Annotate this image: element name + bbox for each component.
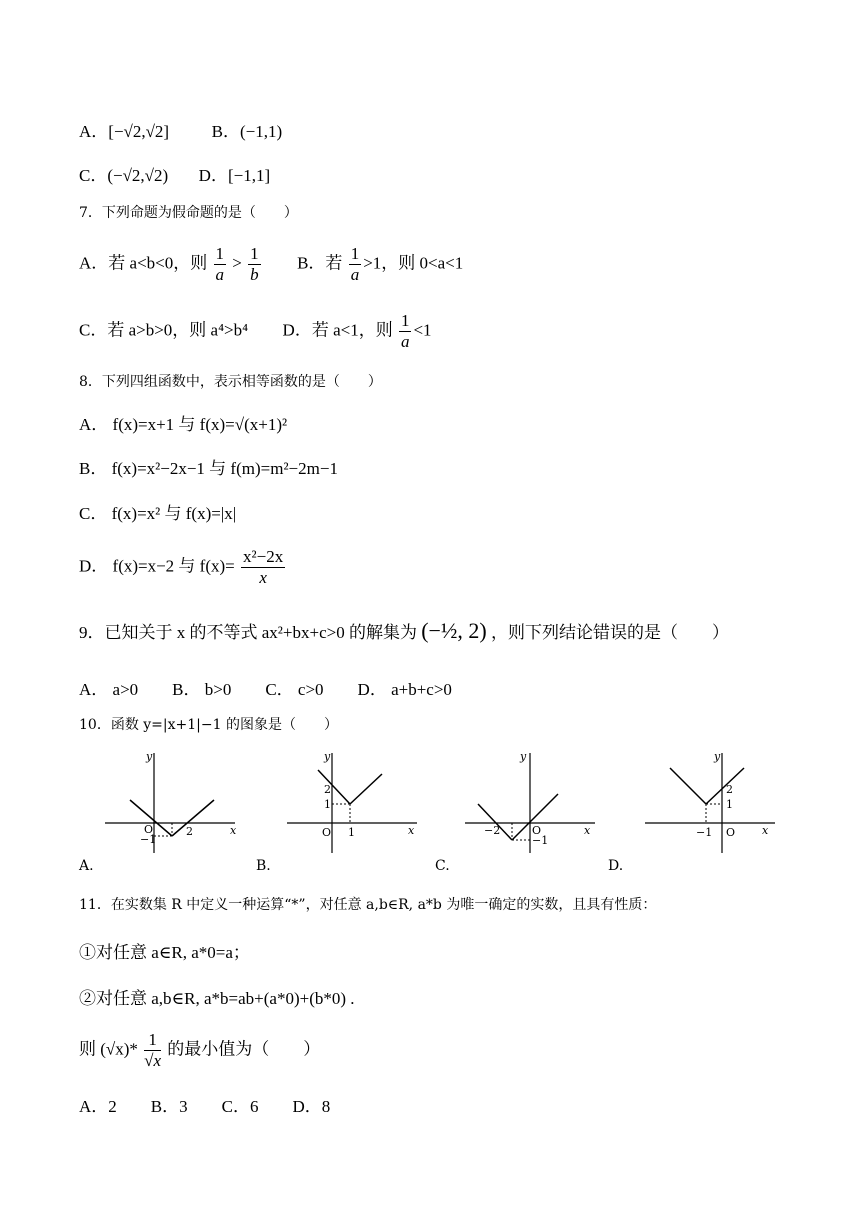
q7-stem: 7．下列命题为假命题的是（ ）: [79, 205, 298, 221]
q10-stem: 10．函数 y=|x+1|−1 的图象是（ ）: [79, 717, 338, 733]
graph-b-label: B.: [256, 858, 271, 874]
q6-option-b: B．(−1,1): [211, 122, 283, 141]
q7-options-cd: C．若 a>b>0，则 a⁴>b⁴ D．若 a<1，则 $\frac{1}{a}$ <1: [79, 311, 432, 351]
q11-options: A．2 B．3 C．6 D．8: [79, 1097, 331, 1116]
graph-c: [460, 748, 600, 858]
q8-option-b: B． f(x)=x²−2x−1 与 f(m)=m²−2m−1: [79, 459, 338, 478]
svg-text:2: 2: [186, 825, 193, 838]
svg-text:1: 1: [348, 826, 355, 839]
graph-d-label: D.: [608, 858, 624, 874]
svg-text:1: 1: [726, 798, 733, 811]
svg-text:1: 1: [324, 798, 331, 811]
svg-text:y: y: [714, 750, 721, 763]
q6-option-c: C．(−√2,√2) D．[−1,1]: [79, 166, 271, 185]
q6-option-d: D．[−1,1]: [198, 166, 271, 185]
q8-option-d: D． f(x)=x−2 与 f(x)= $\frac{\text{x²−2x}}{x}$: [79, 547, 284, 587]
graph-d: [640, 748, 780, 858]
q8-stem: 8．下列四组函数中，表示相等函数的是（ ）: [79, 374, 382, 390]
q9-stem: 9．已知关于 x 的不等式 ax²+bx+c>0 的解集为 (−½, 2) ，则下列结论错误的是（ ）: [79, 618, 730, 643]
svg-text:O: O: [726, 826, 736, 839]
q11-property-1: ①对任意 a∈R, a*0=a；: [79, 943, 250, 962]
q8-option-c: C． f(x)=x² 与 f(x)=|x|: [79, 504, 237, 523]
graph-c-label: C.: [435, 858, 450, 874]
svg-text:x: x: [408, 824, 415, 837]
graph-a-label: A.: [79, 858, 94, 874]
svg-text:x: x: [762, 824, 769, 837]
svg-text:O: O: [144, 823, 154, 836]
q6-option-a: A．[−√2,√2] B．(−1,1): [79, 122, 283, 141]
svg-text:−1: −1: [140, 833, 157, 846]
svg-text:x: x: [584, 824, 591, 837]
svg-text:y: y: [146, 750, 153, 763]
svg-text:−1: −1: [696, 826, 713, 839]
svg-text:x: x: [230, 824, 237, 837]
graph-b: [282, 748, 422, 858]
q9-options: A． a>0 B． b>0 C． c>0 D． a+b+c>0: [79, 680, 452, 699]
q11-stem: 11．在实数集 R 中定义一种运算“*”，对任意 a,b∈R, a*b 为唯一确定的实数，且具有性质：: [79, 897, 657, 913]
svg-text:O: O: [532, 824, 542, 837]
q11-property-2: ②对任意 a,b∈R, a*b=ab+(a*0)+(b*0) .: [79, 989, 355, 1008]
svg-text:2: 2: [726, 783, 733, 796]
q8-option-a: A． f(x)=x+1 与 f(x)=√(x+1)²: [79, 415, 288, 434]
svg-text:2: 2: [324, 783, 331, 796]
q11-question: 则 (√x)* $\frac{1}{√x}$ 的最小值为（ ）: [79, 1030, 321, 1070]
svg-text:−1: −1: [532, 834, 549, 847]
q7-options-ab: A．若 a<b<0，则 $\frac{1}{a}$ > $\frac{1}{b}$ B．若 $\frac{1}{a}$ >1，则 0<a<1: [79, 244, 464, 284]
svg-text:y: y: [520, 750, 527, 763]
svg-text:−2: −2: [484, 824, 501, 837]
graph-a: [100, 748, 240, 858]
svg-text:O: O: [322, 826, 332, 839]
svg-text:y: y: [324, 750, 331, 763]
